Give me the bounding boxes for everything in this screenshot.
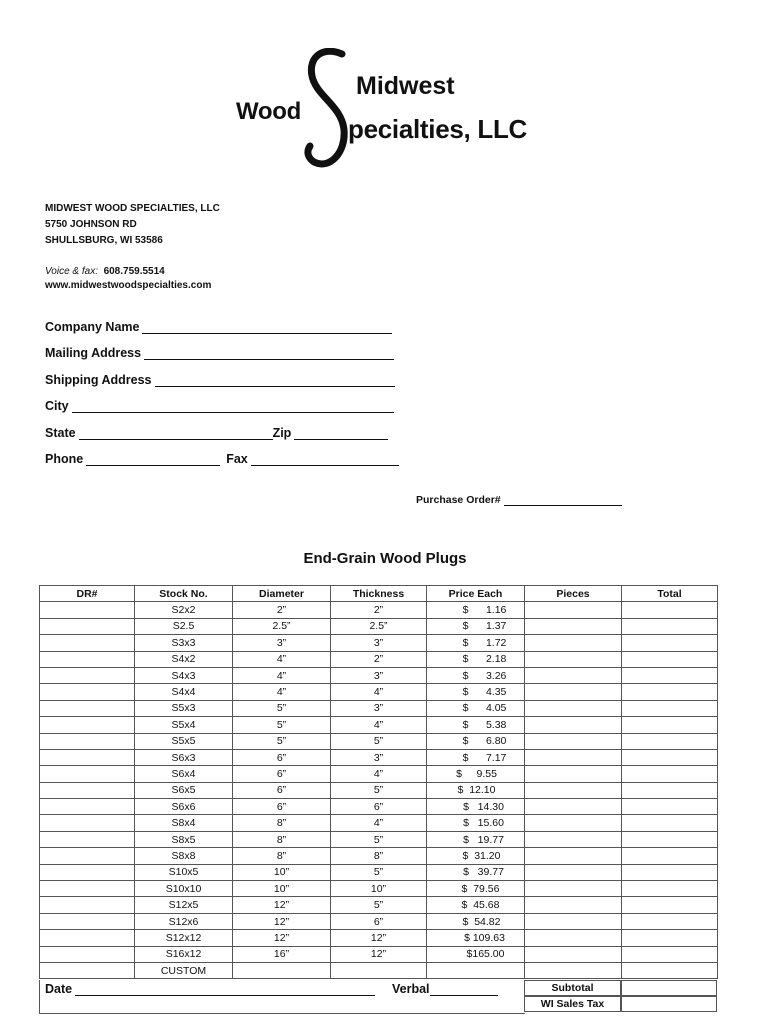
pieces-cell[interactable] [525, 913, 622, 929]
dr-cell[interactable] [40, 717, 135, 733]
verbal-line [392, 982, 498, 996]
table-row [40, 848, 718, 864]
thickness-cell: 2” [331, 651, 427, 667]
header-price-each: Price Each [427, 586, 525, 602]
dr-cell[interactable] [40, 897, 135, 913]
table-row [40, 782, 718, 798]
voice-fax-number: 608.759.5514 [103, 266, 165, 277]
stock-no-cell: S8x4 [135, 815, 233, 831]
dr-cell[interactable] [40, 864, 135, 880]
pieces-cell[interactable] [525, 799, 622, 815]
diameter-cell: 3” [233, 635, 331, 651]
price-each-cell [427, 684, 525, 700]
price-each-cell [427, 766, 525, 782]
table-row [40, 749, 718, 765]
thickness-cell: 3” [331, 667, 427, 683]
diameter-cell: 16” [233, 946, 331, 962]
price-each-value: $ 39.77 [463, 866, 504, 879]
pieces-cell[interactable] [525, 684, 622, 700]
table-row [40, 815, 718, 831]
dr-cell[interactable] [40, 635, 135, 651]
diameter-cell: 4” [233, 684, 331, 700]
diameter-cell: 4” [233, 667, 331, 683]
total-cell[interactable] [622, 766, 718, 782]
company-website: www.midwestwoodspecialties.com [45, 280, 212, 291]
stock-no-cell: S2.5 [135, 618, 233, 634]
pieces-cell[interactable] [525, 815, 622, 831]
thickness-cell: 4” [331, 717, 427, 733]
pieces-cell[interactable] [525, 848, 622, 864]
price-each-value: $ 19.77 [463, 833, 504, 846]
company-address [45, 201, 220, 249]
stock-no-cell: S4x2 [135, 651, 233, 667]
thickness-cell: 3” [331, 635, 427, 651]
dr-cell[interactable] [40, 618, 135, 634]
stock-no-cell: CUSTOM [135, 962, 233, 978]
state-label: State [45, 425, 76, 440]
pieces-cell[interactable] [525, 700, 622, 716]
pieces-cell[interactable] [525, 930, 622, 946]
table-header-row [40, 586, 718, 602]
price-each-value: $ 1.72 [462, 636, 507, 649]
stock-no-cell: S5x5 [135, 733, 233, 749]
total-cell[interactable] [622, 684, 718, 700]
price-each-cell [427, 700, 525, 716]
thickness-cell: 4” [331, 766, 427, 782]
company-street: 5750 JOHNSON RD [45, 219, 137, 230]
table-row [40, 831, 718, 847]
price-each-cell [427, 815, 525, 831]
purchase-order [416, 494, 622, 506]
company-name-field[interactable] [142, 320, 392, 334]
total-cell[interactable] [622, 881, 718, 897]
price-each-value: $ 4.05 [462, 702, 507, 715]
total-cell[interactable] [622, 946, 718, 962]
pieces-cell[interactable] [525, 897, 622, 913]
total-cell[interactable] [622, 799, 718, 815]
company-name: MIDWEST WOOD SPECIALTIES, LLC [45, 203, 220, 214]
price-each-cell [427, 782, 525, 798]
diameter-cell: 10” [233, 864, 331, 880]
diameter-cell: 6” [233, 749, 331, 765]
price-each-value: $ 12.10 [457, 784, 496, 797]
dr-cell[interactable] [40, 667, 135, 683]
diameter-cell: 8” [233, 815, 331, 831]
thickness-cell: 12” [331, 946, 427, 962]
diameter-cell: 12” [233, 913, 331, 929]
price-each-cell [427, 749, 525, 765]
thickness-cell: 6” [331, 913, 427, 929]
total-cell[interactable] [622, 602, 718, 618]
company-city: SHULLSBURG, WI 53586 [45, 235, 163, 246]
dr-cell[interactable] [40, 946, 135, 962]
price-each-value: $ 2.18 [462, 653, 507, 666]
logo-wood-text: Wood [236, 98, 301, 125]
dr-cell[interactable] [40, 930, 135, 946]
header-stock-no: Stock No. [135, 586, 233, 602]
table-row [40, 766, 718, 782]
diameter-cell: 8” [233, 831, 331, 847]
phone-field[interactable] [86, 452, 220, 466]
table-row [40, 946, 718, 962]
phone-label: Phone [45, 452, 84, 466]
logo-specialties-text: pecialties, LLC [348, 114, 527, 144]
zip-field[interactable] [294, 426, 388, 440]
shipping-address-label: Shipping Address [45, 372, 152, 387]
price-each-value: $ 7.17 [462, 751, 507, 764]
voice-fax-label: Voice & fax: [45, 266, 98, 277]
purchase-order-label: Purchase Order# [416, 494, 501, 506]
total-cell[interactable] [622, 651, 718, 667]
date-label: Date [45, 982, 73, 996]
price-each-value: $ 1.16 [462, 604, 507, 617]
price-each-value: $ 1.37 [462, 620, 507, 633]
price-table [39, 585, 718, 979]
pieces-cell[interactable] [525, 667, 622, 683]
price-each-value: $ 109.63 [464, 931, 505, 944]
price-each-cell [427, 930, 525, 946]
table-title: End-Grain Wood Plugs [303, 550, 467, 567]
price-each-cell [427, 962, 525, 978]
price-each-cell [427, 913, 525, 929]
stock-no-cell: S5x4 [135, 717, 233, 733]
price-each-value: $ 6.80 [462, 735, 507, 748]
logo-s-glyph [304, 48, 352, 170]
price-each-value: $ 4.35 [462, 686, 507, 699]
table-row [40, 897, 718, 913]
sales-tax-label: WI Sales Tax [524, 996, 621, 1012]
pieces-cell[interactable] [525, 962, 622, 978]
table-row [40, 651, 718, 667]
diameter-cell: 10” [233, 881, 331, 897]
dr-cell[interactable] [40, 749, 135, 765]
total-cell[interactable] [622, 733, 718, 749]
shipping-address-field[interactable] [155, 373, 395, 387]
footer-frame-bottom [39, 1013, 525, 1014]
price-each-cell [427, 946, 525, 962]
pieces-cell[interactable] [525, 782, 622, 798]
mailing-address-label: Mailing Address [45, 346, 142, 360]
total-cell[interactable] [622, 962, 718, 978]
total-cell[interactable] [622, 667, 718, 683]
mailing-address-field[interactable] [144, 346, 394, 360]
city-field[interactable] [72, 399, 394, 413]
diameter-cell [233, 962, 331, 978]
diameter-cell: 6” [233, 799, 331, 815]
table-row [40, 881, 718, 897]
sales-tax-value[interactable] [621, 996, 717, 1012]
dr-cell[interactable] [40, 684, 135, 700]
pieces-cell[interactable] [525, 635, 622, 651]
pieces-cell[interactable] [525, 881, 622, 897]
thickness-cell: 5” [331, 733, 427, 749]
company-logo [232, 48, 552, 173]
verbal-label: Verbal [392, 982, 430, 996]
subtotal-value[interactable] [621, 980, 717, 996]
table-row [40, 717, 718, 733]
price-each-cell [427, 864, 525, 880]
pieces-cell[interactable] [525, 946, 622, 962]
diameter-cell: 12” [233, 930, 331, 946]
stock-no-cell: S2x2 [135, 602, 233, 618]
pieces-cell[interactable] [525, 602, 622, 618]
dr-cell[interactable] [40, 815, 135, 831]
pieces-cell[interactable] [525, 618, 622, 634]
stock-no-cell: S10x10 [135, 881, 233, 897]
price-each-cell [427, 618, 525, 634]
stock-no-cell: S5x3 [135, 700, 233, 716]
table-row [40, 930, 718, 946]
total-cell[interactable] [622, 930, 718, 946]
diameter-cell: 6” [233, 766, 331, 782]
price-each-cell [427, 897, 525, 913]
stock-no-cell: S12x12 [135, 930, 233, 946]
total-cell[interactable] [622, 635, 718, 651]
price-each-value: $ 15.60 [463, 817, 504, 830]
stock-no-cell: S6x4 [135, 766, 233, 782]
total-cell[interactable] [622, 815, 718, 831]
stock-no-cell: S4x4 [135, 684, 233, 700]
price-each-value: $ 9.55 [456, 767, 497, 780]
table-row [40, 913, 718, 929]
company-name-label: Company Name [45, 319, 140, 334]
stock-no-cell: S12x6 [135, 913, 233, 929]
stock-no-cell: S6x5 [135, 782, 233, 798]
price-each-cell [427, 831, 525, 847]
stock-no-cell: S10x5 [135, 864, 233, 880]
price-each-value: $ 45.68 [461, 899, 500, 912]
price-each-cell [427, 602, 525, 618]
stock-no-cell: S16x12 [135, 946, 233, 962]
diameter-cell: 5” [233, 700, 331, 716]
price-each-cell [427, 848, 525, 864]
diameter-cell: 5” [233, 733, 331, 749]
thickness-cell: 4” [331, 684, 427, 700]
logo-midwest-text: Midwest [356, 72, 455, 100]
header-thickness: Thickness [331, 586, 427, 602]
dr-cell[interactable] [40, 782, 135, 798]
pieces-cell[interactable] [525, 733, 622, 749]
diameter-cell: 5” [233, 717, 331, 733]
dr-cell[interactable] [40, 602, 135, 618]
diameter-cell: 2.5” [233, 618, 331, 634]
stock-no-cell: S4x3 [135, 667, 233, 683]
price-each-value: $ 14.30 [463, 800, 504, 813]
price-each-cell [427, 651, 525, 667]
city-label: City [45, 399, 69, 413]
dr-cell[interactable] [40, 700, 135, 716]
total-cell[interactable] [622, 700, 718, 716]
header-dr: DR# [40, 586, 135, 602]
dr-cell[interactable] [40, 799, 135, 815]
date-line [45, 982, 375, 996]
header-pieces: Pieces [525, 586, 622, 602]
table-row [40, 684, 718, 700]
table-row [40, 864, 718, 880]
total-cell[interactable] [622, 864, 718, 880]
price-each-cell [427, 881, 525, 897]
dr-cell[interactable] [40, 848, 135, 864]
purchase-order-field[interactable] [504, 494, 622, 506]
diameter-cell: 8” [233, 848, 331, 864]
total-cell[interactable] [622, 848, 718, 864]
stock-no-cell: S6x6 [135, 799, 233, 815]
total-cell[interactable] [622, 618, 718, 634]
pieces-cell[interactable] [525, 651, 622, 667]
diameter-cell: 6” [233, 782, 331, 798]
price-each-value: $ 79.56 [461, 882, 500, 895]
thickness-cell: 6” [331, 799, 427, 815]
thickness-cell [331, 962, 427, 978]
total-cell[interactable] [622, 749, 718, 765]
table-row [40, 962, 718, 978]
thickness-cell: 5” [331, 897, 427, 913]
state-field[interactable] [79, 426, 273, 440]
header-diameter: Diameter [233, 586, 331, 602]
price-each-cell [427, 733, 525, 749]
voice-fax-line [45, 264, 165, 280]
dr-cell[interactable] [40, 733, 135, 749]
stock-no-cell: S3x3 [135, 635, 233, 651]
pieces-cell[interactable] [525, 766, 622, 782]
footer-frame-left [39, 980, 40, 1014]
dr-cell[interactable] [40, 913, 135, 929]
stock-no-cell: S6x3 [135, 749, 233, 765]
thickness-cell: 8” [331, 848, 427, 864]
customer-form [45, 307, 399, 466]
diameter-cell: 2” [233, 602, 331, 618]
header-total: Total [622, 586, 718, 602]
zip-label: Zip [272, 425, 292, 440]
price-each-value: $ 3.26 [462, 669, 507, 682]
price-each-cell [427, 667, 525, 683]
table-row [40, 602, 718, 618]
diameter-cell: 4” [233, 651, 331, 667]
thickness-cell: 5” [331, 831, 427, 847]
pieces-cell[interactable] [525, 717, 622, 733]
thickness-cell: 5” [331, 864, 427, 880]
verbal-field[interactable] [430, 982, 498, 996]
table-row [40, 733, 718, 749]
total-cell[interactable] [622, 897, 718, 913]
dr-cell[interactable] [40, 766, 135, 782]
table-row [40, 635, 718, 651]
table-row [40, 618, 718, 634]
date-field[interactable] [75, 982, 375, 996]
stock-no-cell: S12x5 [135, 897, 233, 913]
dr-cell[interactable] [40, 651, 135, 667]
thickness-cell: 12” [331, 930, 427, 946]
price-each-cell [427, 799, 525, 815]
pieces-cell[interactable] [525, 831, 622, 847]
price-each-cell [427, 635, 525, 651]
stock-no-cell: S8x8 [135, 848, 233, 864]
fax-label: Fax [226, 452, 248, 466]
price-each-value: $ 5.38 [462, 718, 507, 731]
fax-field[interactable] [251, 452, 399, 466]
thickness-cell: 3” [331, 700, 427, 716]
total-cell[interactable] [622, 717, 718, 733]
dr-cell[interactable] [40, 881, 135, 897]
stock-no-cell: S8x5 [135, 831, 233, 847]
thickness-cell: 10” [331, 881, 427, 897]
thickness-cell: 4” [331, 815, 427, 831]
dr-cell[interactable] [40, 962, 135, 978]
thickness-cell: 5” [331, 782, 427, 798]
thickness-cell: 2.5” [331, 618, 427, 634]
total-cell[interactable] [622, 782, 718, 798]
subtotal-label: Subtotal [524, 980, 621, 996]
price-each-value: $ 54.82 [462, 915, 501, 928]
price-each-value: $ 31.20 [462, 849, 501, 862]
price-each-value: $165.00 [466, 948, 505, 961]
dr-cell[interactable] [40, 831, 135, 847]
table-row [40, 799, 718, 815]
total-cell[interactable] [622, 913, 718, 929]
price-each-cell [427, 717, 525, 733]
thickness-cell: 2” [331, 602, 427, 618]
diameter-cell: 12” [233, 897, 331, 913]
total-cell[interactable] [622, 831, 718, 847]
pieces-cell[interactable] [525, 864, 622, 880]
table-row [40, 667, 718, 683]
thickness-cell: 3” [331, 749, 427, 765]
pieces-cell[interactable] [525, 749, 622, 765]
table-row [40, 700, 718, 716]
